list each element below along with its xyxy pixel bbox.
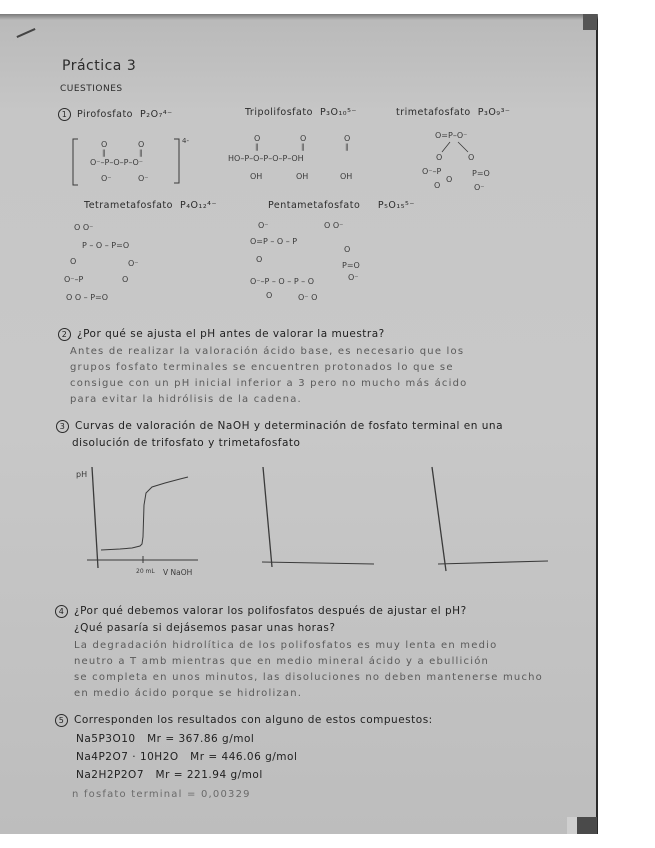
compound-row — [76, 733, 254, 745]
svg-text:HO–P–O–P–O–P–OH: HO–P–O–P–O–P–OH — [228, 154, 304, 163]
svg-text:‖: ‖ — [301, 143, 305, 151]
answer-line: grupos fosfato terminales se encuentren protonados lo que se — [70, 362, 454, 373]
structure-name: Tripolifosfato — [245, 107, 313, 118]
answer-line: consigue con un pH inicial inferior a 3 pero no mucho más ácido — [70, 378, 468, 389]
answer-line: en medio ácido porque se hidrolizan. — [74, 688, 303, 699]
svg-text:‖: ‖ — [255, 143, 259, 151]
x-axis — [438, 561, 548, 564]
question-number: 5 — [55, 714, 68, 727]
tripolyphosphate-structure — [222, 133, 392, 188]
svg-text:O: O — [138, 140, 145, 149]
answer-line: Antes de realizar la valoración ácido base, es necesario que los — [70, 346, 465, 357]
pentametaphosphate-structure — [248, 218, 388, 308]
page-title: Práctica 3 — [62, 58, 137, 74]
svg-text:O⁻–P: O⁻–P — [64, 275, 84, 284]
svg-text:OH: OH — [296, 172, 309, 181]
question-text: ¿Por qué debemos valorar los polifosfatos después de ajustar el pH? — [74, 605, 467, 617]
compound-formula: Na4P2O7 · 10H2O — [76, 751, 179, 763]
question-text: ¿Qué pasaría si dejásemos pasar unas horas? — [74, 622, 336, 634]
svg-text:O: O — [436, 153, 443, 162]
titration-curve — [101, 477, 188, 550]
structure-formula: P₃O₉³⁻ — [477, 107, 511, 118]
structure-label — [268, 200, 415, 211]
x-axis-label: V NaOH — [163, 568, 193, 577]
structure-label — [84, 200, 217, 211]
svg-text:O: O — [70, 257, 77, 266]
q1-heading — [58, 108, 173, 121]
svg-text:O=P – O – P: O=P – O – P — [250, 237, 298, 246]
question-text: disolución de trifosfato y trimetafosfato — [72, 437, 301, 449]
question-number: 4 — [55, 605, 68, 618]
svg-text:O: O — [266, 291, 273, 300]
svg-text:O⁻–P – O – P – O: O⁻–P – O – P – O — [250, 277, 315, 286]
structure-formula: P₄O₁₂⁴⁻ — [180, 200, 217, 211]
svg-text:O⁻–P: O⁻–P — [422, 167, 442, 176]
compound-formula: Na2H2P2O7 — [76, 769, 145, 781]
svg-text:O: O — [468, 153, 475, 162]
svg-text:O: O — [344, 245, 351, 254]
svg-text:O: O — [256, 255, 263, 264]
structure-formula: P₅O₁₅⁵⁻ — [377, 200, 415, 211]
y-axis — [263, 467, 272, 567]
svg-text:OH: OH — [340, 172, 353, 181]
svg-text:O⁻ O: O⁻ O — [298, 293, 318, 302]
svg-text:‖: ‖ — [345, 143, 349, 151]
answer-line: se completa en unos minutos, las disoluciones no deben mantenerse mucho — [74, 672, 544, 683]
svg-text:4-: 4- — [182, 137, 189, 145]
q3-question — [56, 420, 503, 433]
svg-text:O⁻: O⁻ — [258, 221, 269, 230]
y-axis-label: pH — [76, 470, 88, 479]
svg-text:O⁻: O⁻ — [348, 273, 359, 282]
answer-line: La degradación hidrolítica de los polifosfatos es muy lenta en medio — [74, 640, 498, 651]
svg-text:O: O — [300, 134, 307, 143]
q2-question — [58, 328, 385, 341]
question-number: 3 — [56, 420, 69, 433]
section-heading: CUESTIONES — [60, 84, 123, 94]
empty-chart-3 — [428, 465, 558, 575]
question-number: 1 — [58, 108, 71, 121]
svg-text:O⁻–P–O–P–O⁻: O⁻–P–O–P–O⁻ — [90, 158, 143, 167]
corner-highlight — [567, 817, 577, 834]
compound-mr: Mr = 367.86 g/mol — [147, 733, 255, 745]
x-tick-label: 20 mL — [136, 568, 155, 575]
compound-row — [76, 769, 263, 781]
svg-text:P – O – P=O: P – O – P=O — [82, 241, 130, 250]
structure-name: Pentametafosfato — [268, 200, 361, 211]
svg-text:O⁻: O⁻ — [101, 174, 112, 183]
y-axis — [432, 467, 446, 571]
svg-text:O: O — [434, 181, 441, 190]
compound-row — [76, 751, 297, 763]
corner-shadow — [583, 14, 597, 30]
question-text: Corresponden los resultados con alguno de estos compuestos: — [74, 714, 433, 726]
svg-text:O: O — [446, 175, 453, 184]
structure-formula: P₂O₇⁴⁻ — [140, 109, 173, 120]
pyrophosphate-structure — [70, 135, 200, 190]
compound-formula: Na5P3O10 — [76, 733, 136, 745]
compound-mr: Mr = 221.94 g/mol — [155, 769, 263, 781]
y-axis — [92, 467, 98, 568]
x-axis — [262, 562, 374, 564]
svg-text:O O⁻: O O⁻ — [74, 223, 94, 232]
svg-text:O O⁻: O O⁻ — [324, 221, 344, 230]
tetrametaphosphate-structure — [62, 218, 172, 308]
result-line: n fosfato terminal = 0,00329 — [72, 789, 251, 800]
structure-name: Tetrametafosfato — [84, 200, 173, 211]
svg-text:O: O — [101, 140, 108, 149]
svg-text:‖: ‖ — [139, 149, 143, 157]
svg-text:P=O: P=O — [472, 169, 490, 178]
svg-text:O: O — [122, 275, 129, 284]
structure-label — [245, 107, 357, 118]
answer-line: neutro a T amb mientras que en medio mineral ácido y a ebullición — [74, 656, 490, 667]
svg-text:O⁻: O⁻ — [474, 183, 485, 192]
answer-line: para evitar la hidrólisis de la cadena. — [70, 394, 302, 405]
trimetaphosphate-structure — [420, 128, 520, 193]
structure-label — [396, 107, 510, 118]
svg-text:O O – P=O: O O – P=O — [66, 293, 109, 302]
compound-mr: Mr = 446.06 g/mol — [190, 751, 298, 763]
svg-text:‖: ‖ — [102, 149, 106, 157]
structure-formula: P₃O₁₀⁵⁻ — [319, 107, 357, 118]
svg-text:O=P–O⁻: O=P–O⁻ — [435, 131, 468, 140]
paper-top-shadow — [0, 14, 598, 20]
question-text: Curvas de valoración de NaOH y determinación de fosfato terminal en una — [75, 420, 504, 432]
svg-text:O⁻: O⁻ — [138, 174, 149, 183]
titration-chart — [60, 465, 260, 585]
svg-text:OH: OH — [250, 172, 263, 181]
question-number: 2 — [58, 328, 71, 341]
svg-text:P=O: P=O — [342, 261, 360, 270]
q4-question — [55, 605, 467, 618]
q5-question — [55, 714, 433, 727]
structure-name: Pirofosfato — [77, 109, 133, 120]
svg-text:O⁻: O⁻ — [128, 259, 139, 268]
svg-text:O: O — [344, 134, 351, 143]
svg-text:O: O — [254, 134, 261, 143]
empty-chart-2 — [260, 465, 380, 575]
structure-name: trimetafosfato — [396, 107, 471, 118]
question-text: ¿Por qué se ajusta el pH antes de valorar la muestra? — [77, 328, 385, 340]
